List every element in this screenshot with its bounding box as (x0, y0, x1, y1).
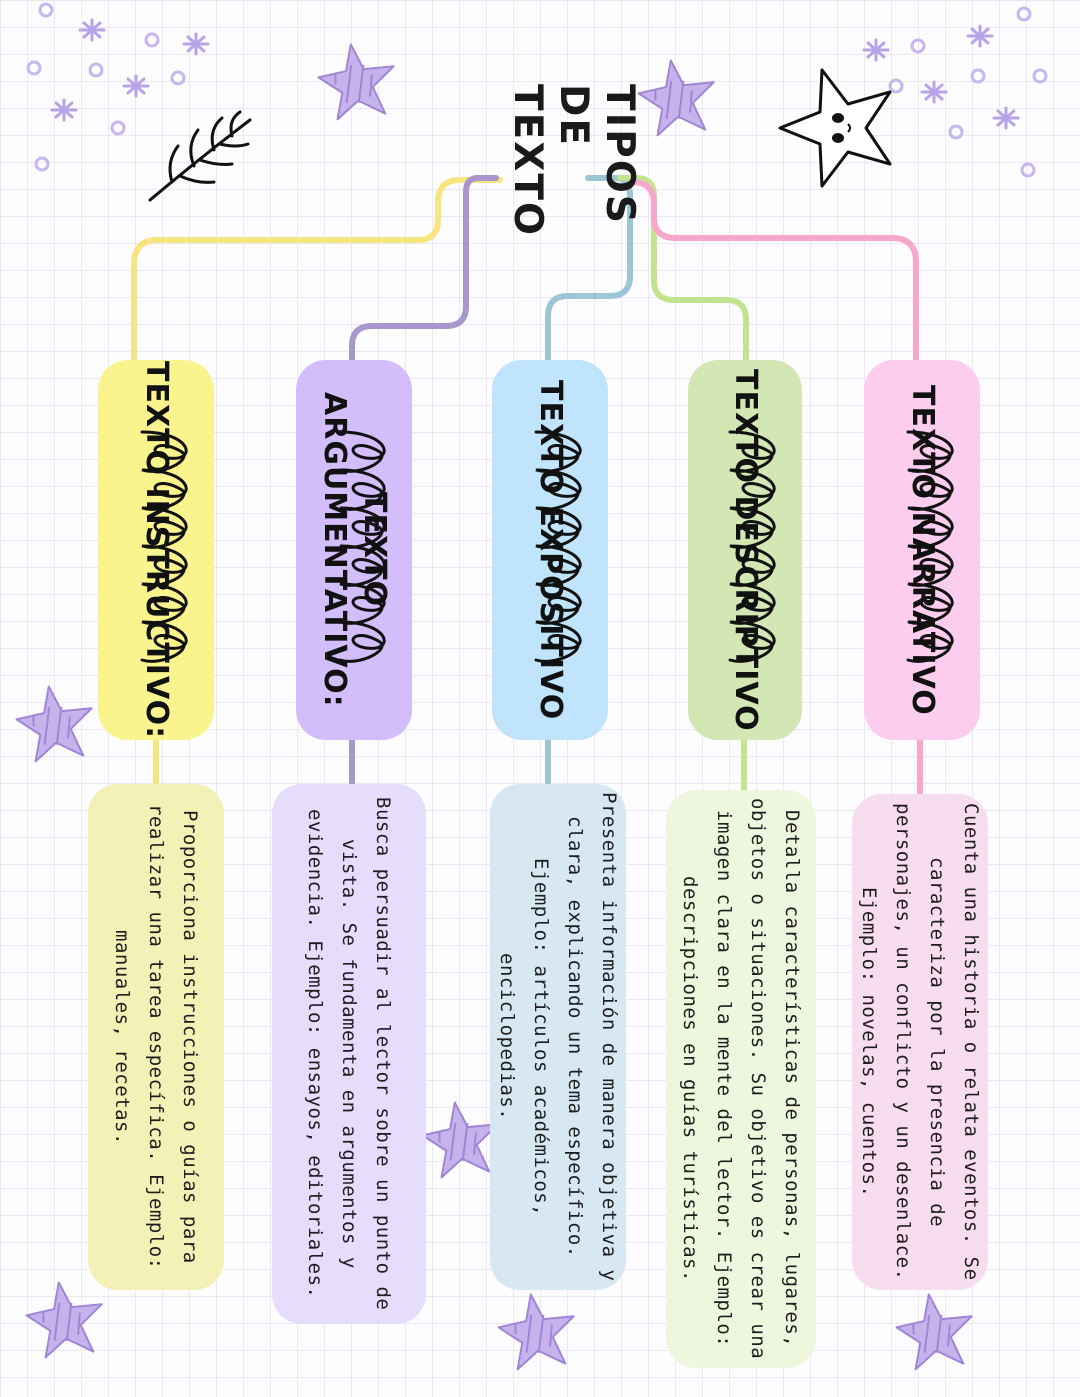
dot-icon (890, 80, 902, 92)
type-card-narrativo (864, 360, 980, 740)
dot-icon (1034, 70, 1046, 82)
star-icon (890, 1290, 974, 1377)
description-box-narrativo (852, 794, 988, 1290)
sparkle-icon (922, 82, 946, 102)
description-text-expositivo: Presenta información de manera objetiva y clara, explicando un tema específico. Ejemplo: artículos académicos, enciclopedias. (496, 792, 620, 1282)
dot-icon (912, 40, 924, 52)
twig-icon (150, 112, 250, 200)
star-icon (312, 40, 396, 127)
sparkle-icon (80, 20, 104, 40)
type-label-argumentativo: TEXTO ARGUMENTATIVO: (317, 392, 392, 708)
type-card-instructivo (98, 360, 214, 740)
sparkle-icon (968, 26, 992, 46)
type-label-instructivo: TEXTO INSTRUCTIVO: (139, 360, 174, 740)
sparkle-icon (52, 100, 76, 120)
description-text-instructivo: Proporciona instrucciones o guías para realizar una tarea específica. Ejemplo: manuales, recetas. (111, 804, 201, 1270)
title-line-2: TEXTO (505, 84, 550, 238)
star-icon (492, 1290, 576, 1377)
description-box-descriptivo (666, 790, 816, 1368)
type-label-expositivo: TEXTO EXPOSITIVO (533, 379, 568, 721)
type-card-argumentativo (296, 360, 412, 740)
sparkle-icon (994, 108, 1018, 128)
star-icon (10, 682, 94, 769)
dot-icon (146, 34, 158, 46)
star-icon (416, 1098, 500, 1185)
star-icon (632, 56, 716, 143)
page-title (504, 84, 642, 284)
dot-icon (172, 72, 184, 84)
star-icon (20, 1278, 104, 1365)
type-label-descriptivo: TEXTO DESCRIPTIVO (728, 368, 763, 732)
dot-icon (972, 70, 984, 82)
description-box-argumentativo (272, 784, 426, 1324)
dot-icon (90, 64, 102, 76)
description-text-descriptivo: Detalla características de personas, lugares, objetos o situaciones. Su objetivo es crear una imagen clara en la mente del lector. Ejemplo: descripciones en guías turísticas. (679, 798, 803, 1360)
title-line-1: TIPOS DE (551, 84, 642, 225)
description-box-expositivo (490, 784, 626, 1290)
description-text-narrativo: Cuenta una historia o relata eventos. Se caracteriza por la presencia de personajes, un conflicto y un desenlace. Ejemplo: novelas, cuentos. (858, 803, 982, 1281)
type-card-descriptivo (688, 360, 802, 740)
sparkle-icon (864, 40, 888, 60)
sparkle-icon (124, 76, 148, 96)
dot-icon (28, 62, 40, 74)
dot-icon (1022, 164, 1034, 176)
dot-icon (950, 126, 962, 138)
dot-icon (1018, 8, 1030, 20)
description-box-instructivo (88, 784, 224, 1290)
dot-icon (112, 122, 124, 134)
smiling-star-icon (780, 70, 890, 186)
type-label-narrativo: TEXTO NARRATIVO (905, 384, 940, 716)
dot-icon (36, 158, 48, 170)
description-text-argumentativo: Busca persuadir al lector sobre un punto de vista. Se fundamenta en argumentos y evidencia. Ejemplo: ensayos, editoriales. (304, 797, 394, 1311)
type-card-expositivo (492, 360, 608, 740)
sparkle-icon (184, 34, 208, 54)
dot-icon (40, 4, 52, 16)
